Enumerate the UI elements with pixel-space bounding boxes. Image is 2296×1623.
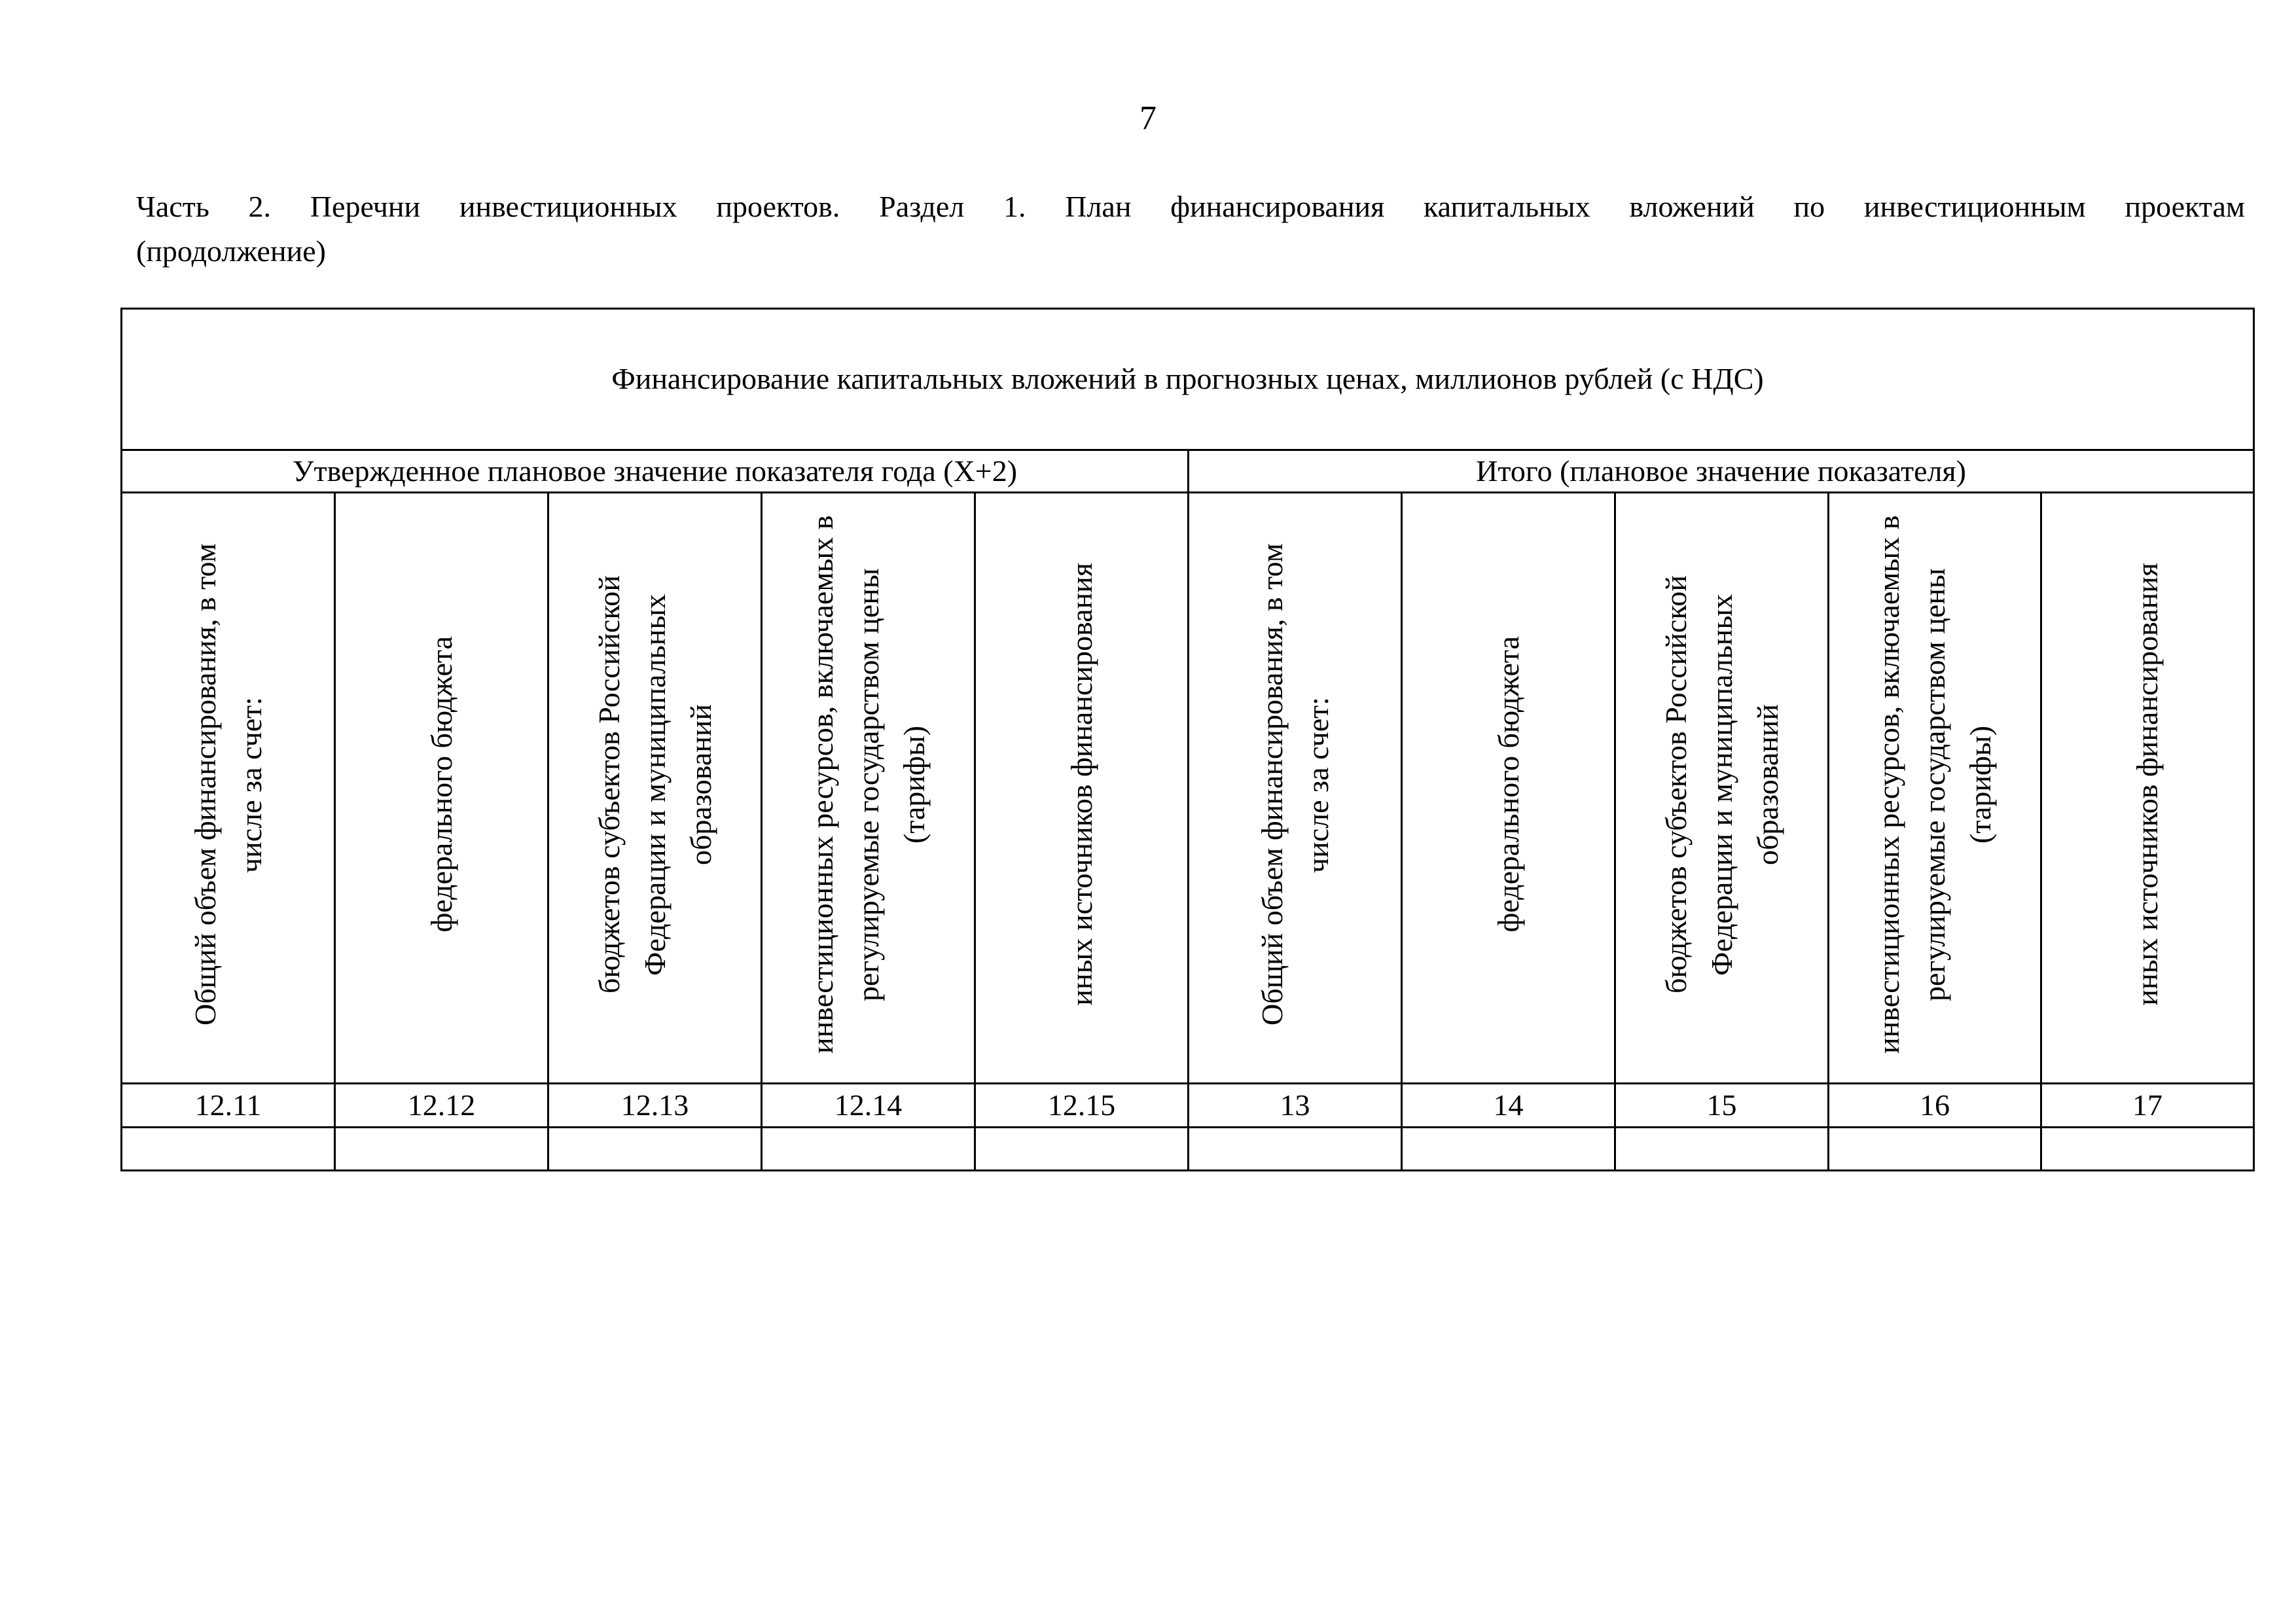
column-header [1189, 493, 1402, 1084]
heading-line-1: Часть 2. Перечни инвестиционных проектов. Раздел 1. План финансирования капитальных вложений по инвестиционным проектам [136, 190, 2245, 223]
empty-cell [335, 1128, 548, 1171]
column-header-label: федерального бюджета [1491, 636, 1525, 933]
column-header [2041, 493, 2254, 1084]
empty-cell [975, 1128, 1189, 1171]
column-header [548, 493, 762, 1084]
page-number: 7 [1139, 99, 1157, 137]
column-number: 13 [1189, 1084, 1402, 1128]
column-header [1402, 493, 1615, 1084]
column-number: 16 [1829, 1084, 2041, 1128]
column-header-label: инвестиционных ресурсов, включаемых в регулируемые государством цены (тарифы) [1872, 515, 1997, 1054]
column-header [762, 493, 975, 1084]
column-header [975, 493, 1189, 1084]
empty-cell [2041, 1128, 2254, 1171]
column-number: 15 [1615, 1084, 1829, 1128]
table-title: Финансирование капитальных вложений в прогнозных ценах, миллионов рублей (с НДС) [122, 309, 2254, 450]
empty-cell [1402, 1128, 1615, 1171]
column-header [335, 493, 548, 1084]
column-header-label: Общий объем финансирования, в том числе за счет: [188, 543, 268, 1026]
column-header-label: федерального бюджета [424, 636, 458, 933]
column-number: 14 [1402, 1084, 1615, 1128]
column-number: 12.11 [122, 1084, 335, 1128]
column-number: 12.13 [548, 1084, 762, 1128]
column-header-label: иных источников финансирования [1064, 563, 1098, 1007]
column-header [1829, 493, 2041, 1084]
column-header-label: бюджетов субъектов Российской Федерации и муниципальных образований [1659, 575, 1784, 994]
column-header [1615, 493, 1829, 1084]
empty-cell [1615, 1128, 1829, 1171]
group-header-total: Итого (плановое значение показателя) [1189, 450, 2254, 493]
heading-line-2: (продолжение) [136, 234, 326, 268]
column-header-label: Общий объем финансирования, в том числе за счет: [1255, 543, 1335, 1026]
empty-cell [1189, 1128, 1402, 1171]
empty-cell [762, 1128, 975, 1171]
empty-cell [548, 1128, 762, 1171]
column-number: 12.14 [762, 1084, 975, 1128]
empty-cell [122, 1128, 335, 1171]
financing-table [120, 308, 2255, 1171]
column-number: 12.15 [975, 1084, 1189, 1128]
column-number: 17 [2041, 1084, 2254, 1128]
column-number: 12.12 [335, 1084, 548, 1128]
group-header-approved: Утвержденное плановое значение показателя года (X+2) [122, 450, 1189, 493]
column-header-label: инвестиционных ресурсов, включаемых в регулируемые государством цены (тарифы) [805, 515, 931, 1054]
empty-cell [1829, 1128, 2041, 1171]
column-header-label: бюджетов субъектов Российской Федерации и муниципальных образований [592, 575, 717, 994]
column-header-label: иных источников финансирования [2130, 563, 2164, 1007]
column-header [122, 493, 335, 1084]
section-heading [136, 185, 2245, 274]
